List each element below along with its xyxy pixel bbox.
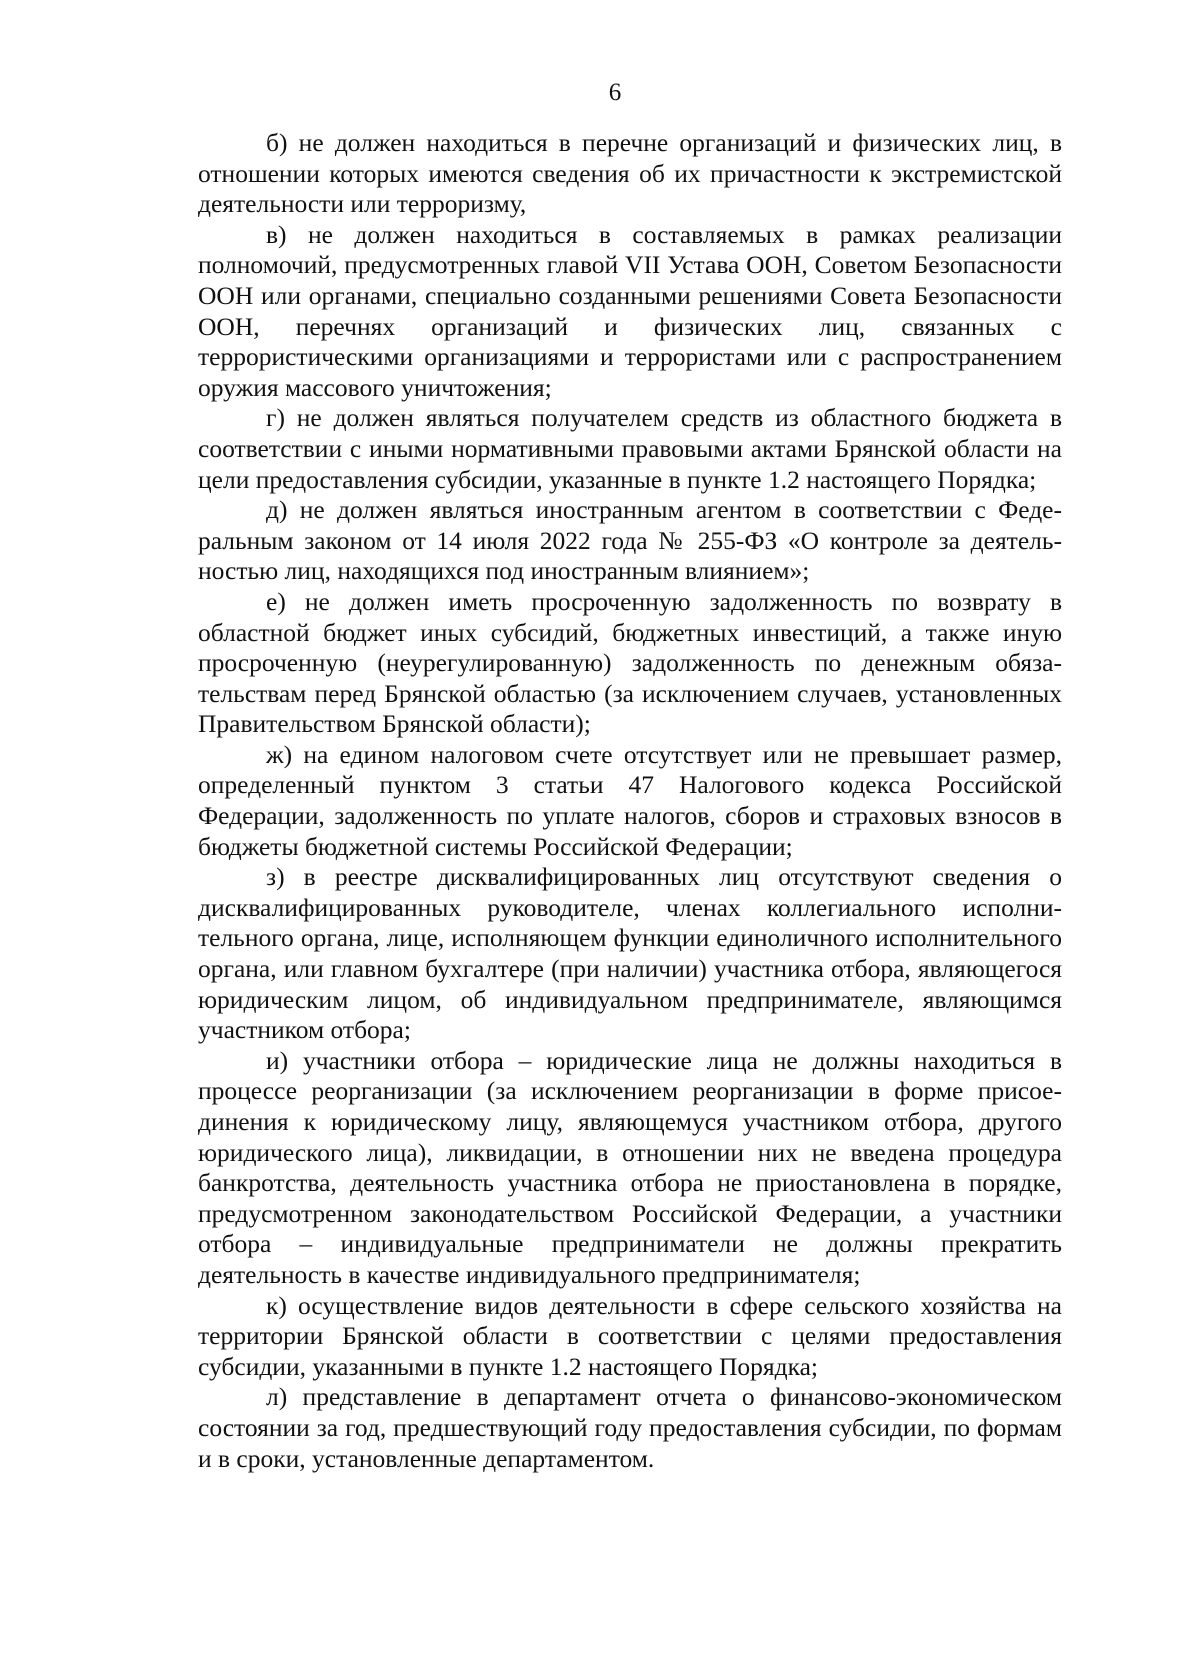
paragraph-b: б) не должен находиться в перечне организаций и физических лиц, в отношении которых имеются сведения об их причастности к экстремистской деятельности или терроризму, [198, 128, 1062, 219]
paragraph-i: и) участники отбора – юридические лица не должны находиться в процессе реорганизации (за исключением реорганизации в форме присоединения к юридическому лицу, являющемуся участником отбора, другого юридического лица), ликвидации, в отношении них не введена процедура банкротства, деятельность участника отбора не приостановлена в порядке, предусмотренном законодательством Российской Федерации, а участники отбора – индивидуальные предприниматели не должны прекратить деятельность в качестве индивидуального предпринимателя; [198, 1045, 1062, 1289]
paragraph-g: г) не должен являться получателем средств из областного бюджета в соответствии с иными нормативными правовыми актами Брянской области на цели предоставления субсидии, указанные в пункте 1.2 настоящего Порядка; [198, 403, 1062, 494]
paragraph-d: д) не должен являться иностранным агентом в соответствии с Федеральным законом от 14 июля 2022 года № 255-ФЗ «О контроле за деятельностью лиц, находящихся под иностранным влиянием»; [198, 495, 1062, 586]
paragraph-zh: ж) на едином налоговом счете отсутствует или не превышает размер, определенный пунктом 3 статьи 47 Налогового кодекса Российской Федерации, задолженность по уплате налогов, сборов и страховых взносов в бюджеты бюджетной системы Российской Федерации; [198, 739, 1062, 861]
paragraph-v: в) не должен находиться в составляемых в рамках реализации полномочий, предусмотренных главой VII Устава ООН, Советом Безопасности ООН или органами, специально созданными решениями Совета Безопасности ООН, перечнях организаций и физических лиц, связанных с террористическими организациями и террористами или с распространением оружия массового уничтожения; [198, 219, 1062, 402]
paragraph-k: к) осуществление видов деятельности в сфере сельского хозяйства на территории Брянской области в соответствии с целями предоставления субсидии, указанными в пункте 1.2 настоящего Порядка; [198, 1290, 1062, 1381]
document-body [198, 128, 1062, 1474]
paragraph-e: е) не должен иметь просроченную задолженность по возврату в областной бюджет иных субсидий, бюджетных инвестиций, а также иную просроченную (неурегулированную) задолженность по денежным обязательствам перед Брянской областью (за исключением случаев, установленных Правительством Брянской области); [198, 586, 1062, 739]
paragraph-z: з) в реестре дисквалифицированных лиц отсутствуют сведения о дисквалифицированных руководителе, членах коллегиального исполнительного органа, лице, исполняющем функции единоличного исполнительного органа, или главном бухгалтере (при наличии) участника отбора, являющегося юридическим лицом, об индивидуальном предпринимателе, являющимся участником отбора; [198, 862, 1062, 1045]
page-number: 6 [608, 79, 622, 106]
paragraph-l: л) представление в департамент отчета о финансово-экономическом состоянии за год, предшествующий году предоставления субсидии, по формам и в сроки, установленные департаментом. [198, 1382, 1062, 1473]
